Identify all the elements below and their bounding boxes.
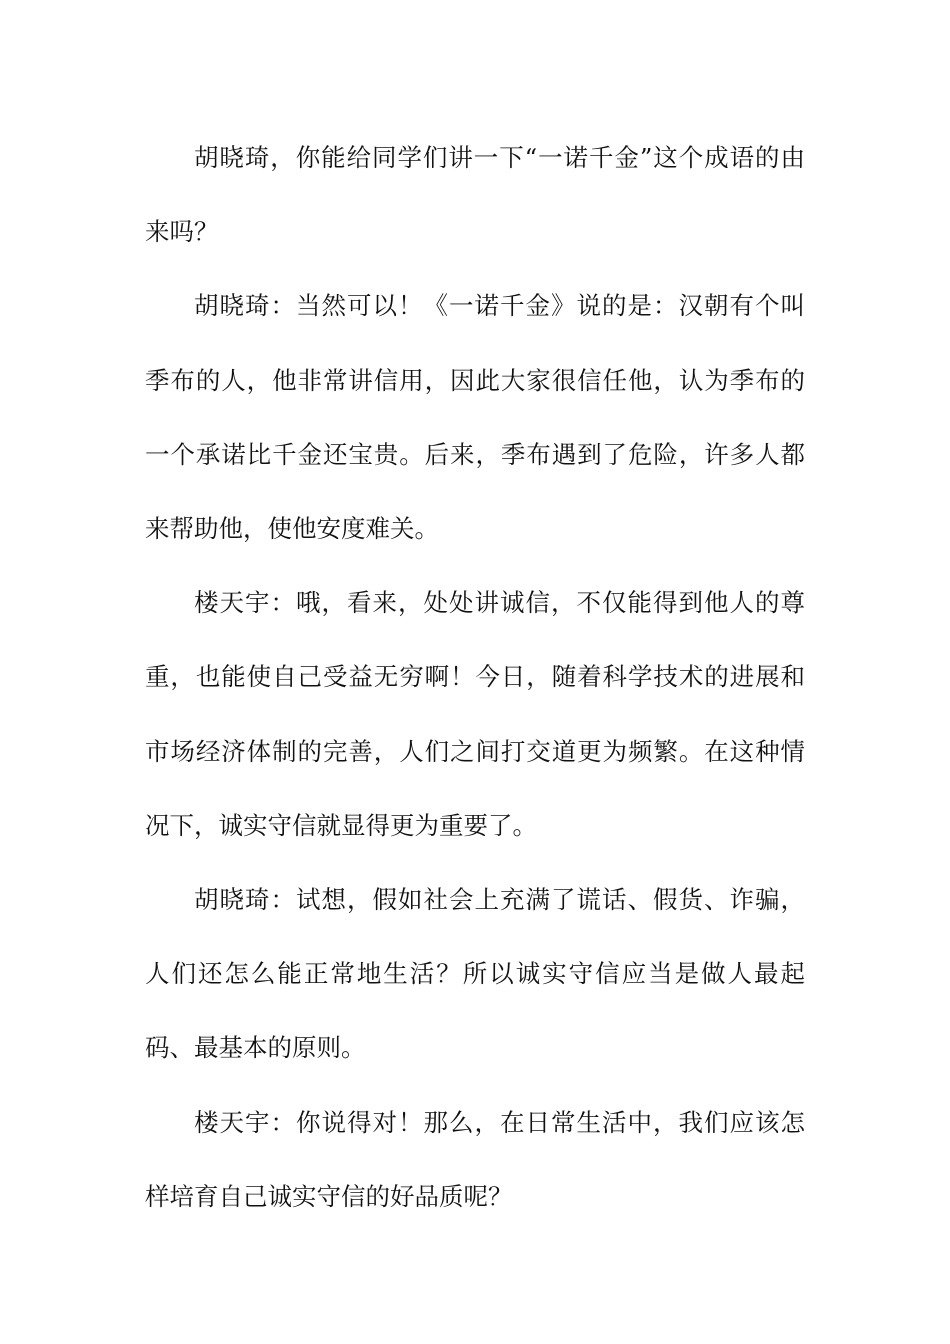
paragraph-2: 胡晓琦：当然可以！《一诺千金》说的是：汉朝有个叫季布的人，他非常讲信用，因此大家很信任他，认为季布的一个承诺比千金还宝贵。后来，季布遇到了危险，许多人都来帮助他，使他安度难关。	[145, 291, 805, 544]
paragraph-1: 胡晓琦，你能给同学们讲一下“一诺千金”这个成语的由来吗？	[145, 143, 805, 247]
document-body	[145, 121, 805, 1234]
paragraph-5: 楼天宇：你说得对！那么，在日常生活中，我们应该怎样培育自己诚实守信的好品质呢？	[145, 1107, 805, 1211]
paragraph-3: 楼天宇：哦，看来，处处讲诚信，不仅能得到他人的尊重，也能使自己受益无穷啊！今日，随着科学技术的进展和市场经济体制的完善，人们之间打交道更为频繁。在这种情况下，诚实守信就显得更为重要了。	[145, 588, 805, 840]
paragraph-4: 胡晓琦：试想，假如社会上充满了谎话、假货、诈骗，人们还怎么能正常地生活？所以诚实守信应当是做人最起码、最基本的原则。	[145, 885, 805, 1063]
